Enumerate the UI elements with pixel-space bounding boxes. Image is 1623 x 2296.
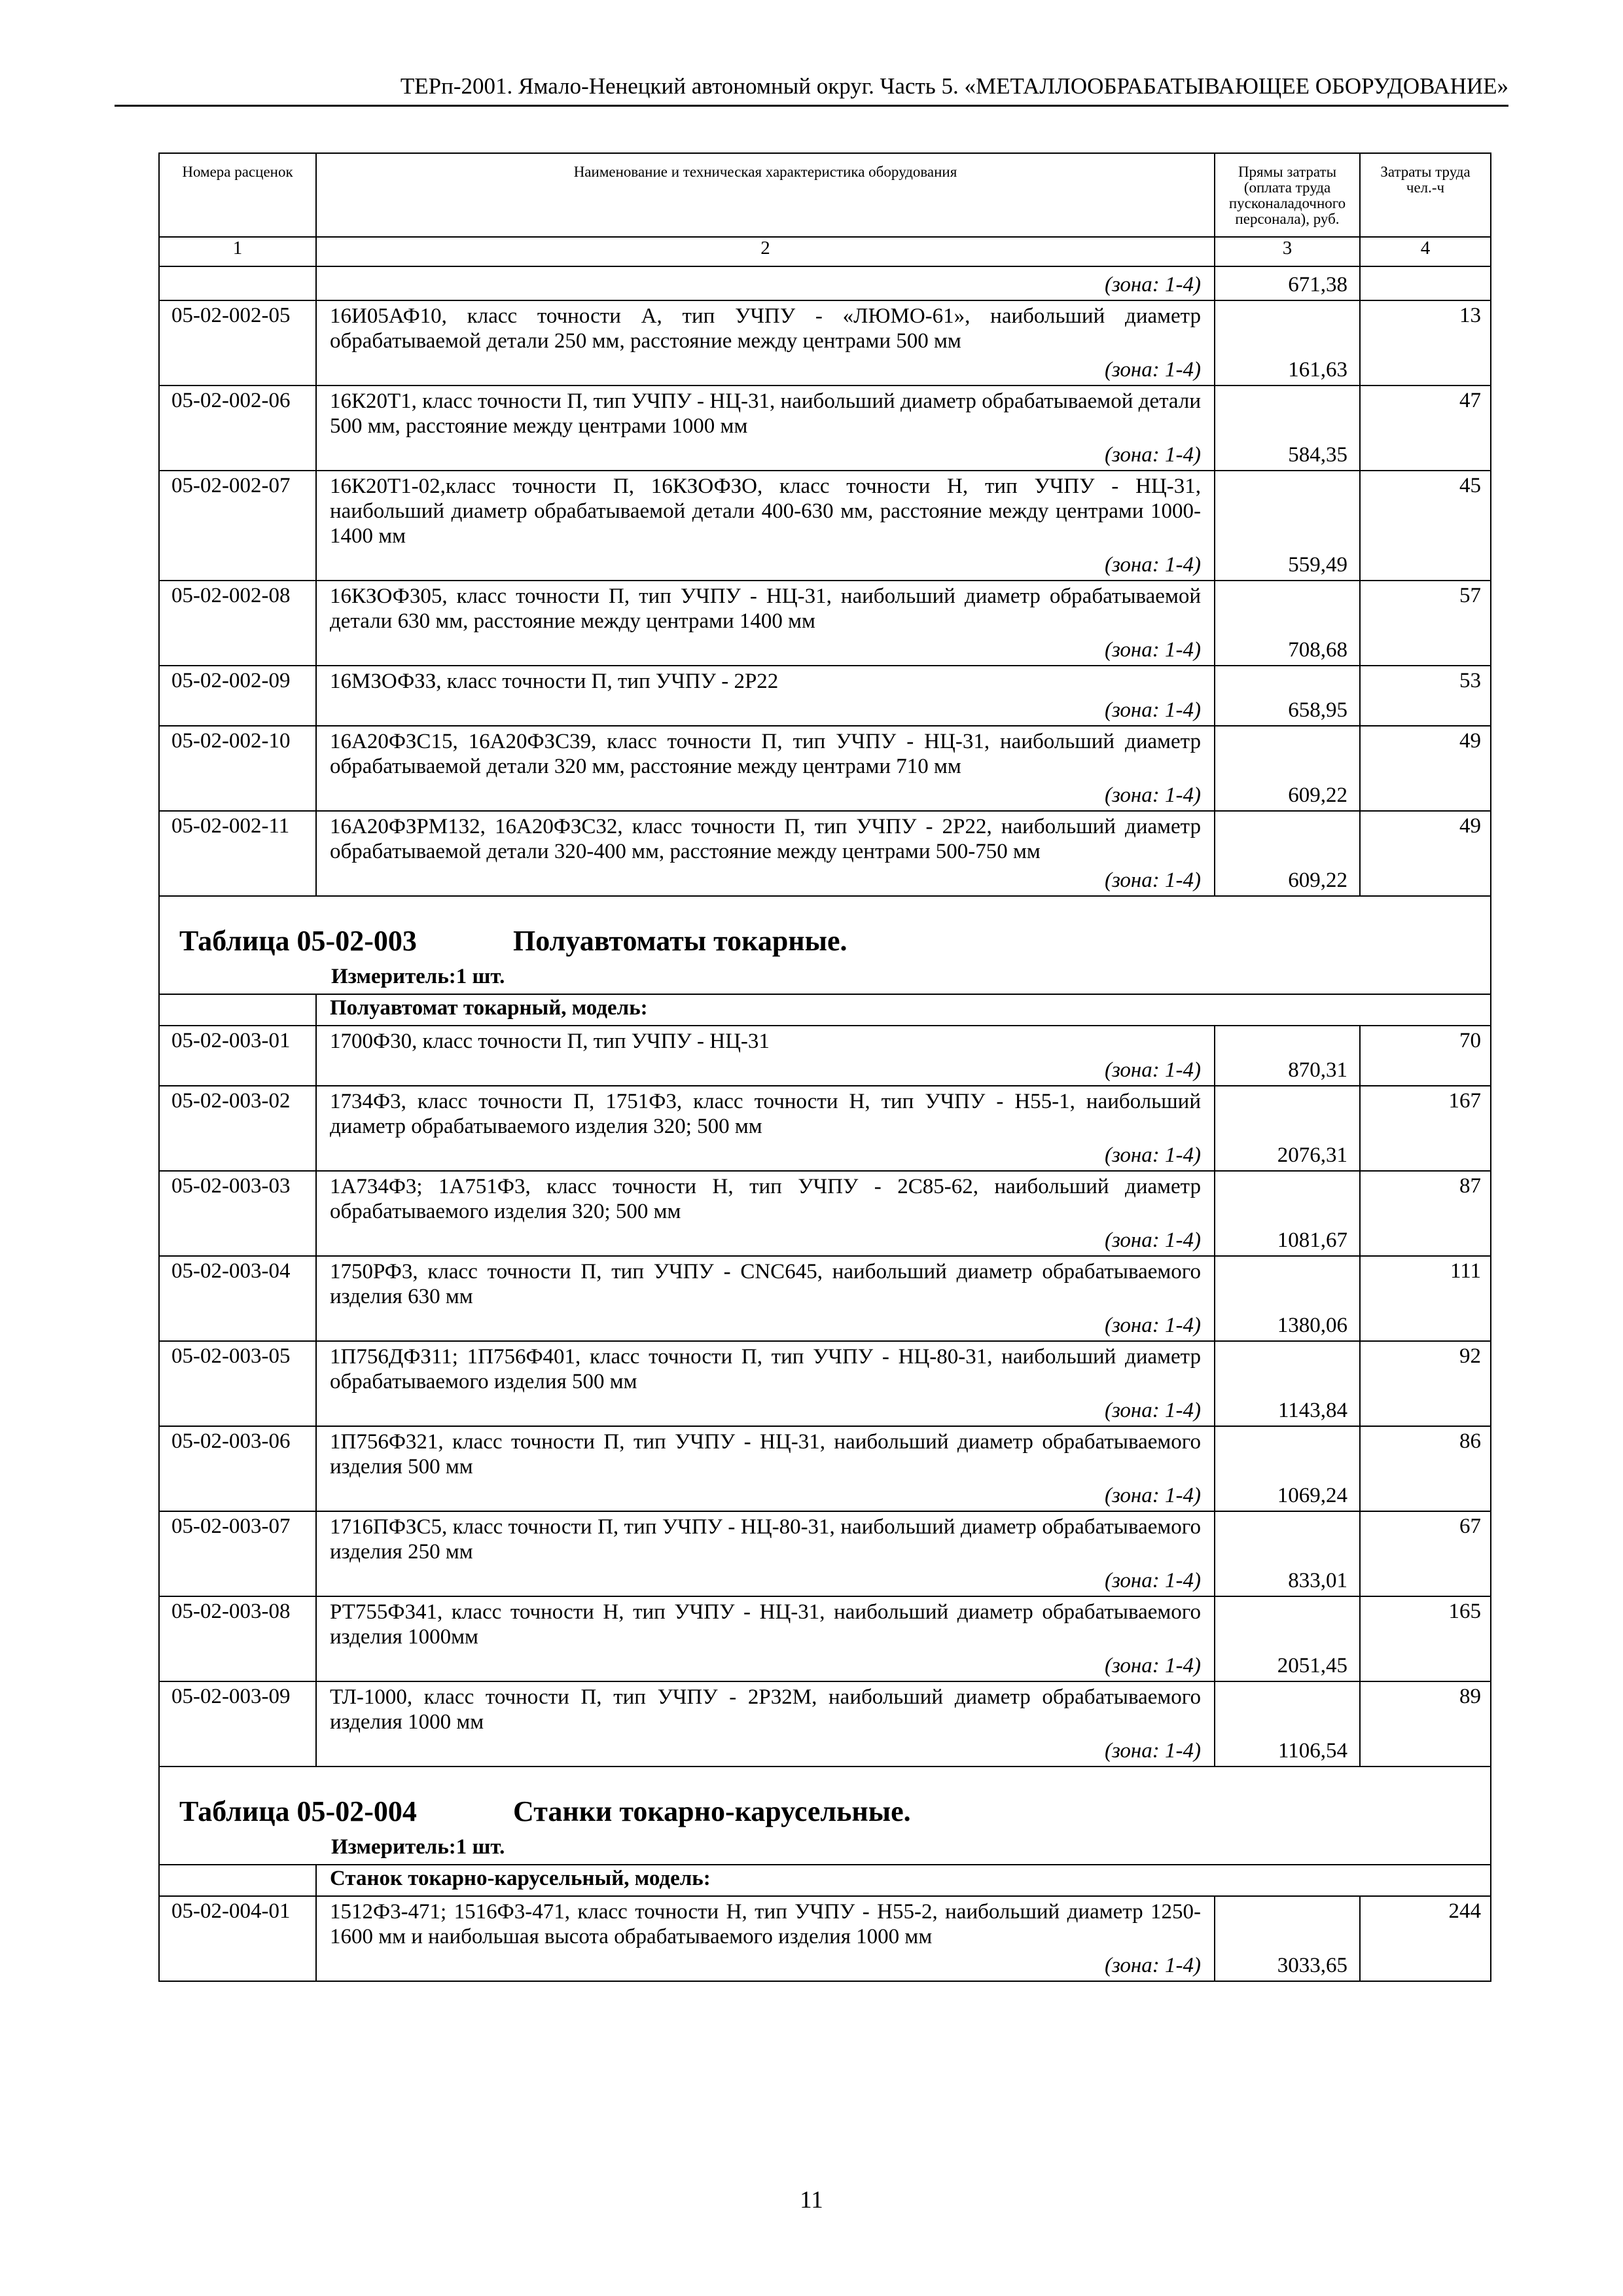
table-name: Станки токарно-карусельные. — [513, 1795, 911, 1827]
equipment-description: 1750РФ3, класс точности П, тип УЧПУ - CNC645, наибольший диаметр обрабатываемого изделия 630 мм — [330, 1260, 1201, 1308]
price-cell: 870,31 — [1215, 1026, 1360, 1086]
rate-code: 05-02-003-05 — [159, 1341, 316, 1426]
labor-cell: 13 — [1360, 300, 1491, 386]
rate-code: 05-02-002-06 — [159, 386, 316, 471]
zone-label: (зона: 1-4) — [1104, 1654, 1201, 1677]
equipment-description: 16К20Т1, класс точности П, тип УЧПУ - НЦ-31, наибольший диаметр обрабатываемой детали 500 мм, расстояние между центрами 1000 мм — [330, 389, 1201, 438]
price-cell: 161,63 — [1215, 300, 1360, 386]
equipment-description: 16КЗОФ305, класс точности П, тип УЧПУ - НЦ-31, наибольший диаметр обрабатываемой детали 630 мм, расстояние между центрами 1400 мм — [330, 584, 1201, 633]
section-title-row-003 — [159, 896, 1491, 994]
labor-cell: 165 — [1360, 1596, 1491, 1681]
price-cell: 2076,31 — [1215, 1086, 1360, 1171]
rate-code: 05-02-002-08 — [159, 581, 316, 666]
table-row — [159, 1026, 1491, 1086]
table-row — [159, 726, 1491, 811]
zone-label: (зона: 1-4) — [1104, 638, 1201, 662]
equipment-description: 1П756ДФЗ11; 1П756Ф401, класс точности П, тип УЧПУ - НЦ-80-31, наибольший диаметр обрабатываемого изделия 500 мм — [330, 1345, 1201, 1393]
table-row — [159, 1086, 1491, 1171]
price-cell: 609,22 — [1215, 726, 1360, 811]
labor-cell: 111 — [1360, 1256, 1491, 1341]
table-row — [159, 300, 1491, 386]
table-row — [159, 471, 1491, 581]
rate-code: 05-02-002-10 — [159, 726, 316, 811]
rate-code: 05-02-003-04 — [159, 1256, 316, 1341]
table-row — [159, 666, 1491, 726]
measure-unit: Измеритель:1 шт. — [331, 965, 505, 988]
table-row — [159, 1596, 1491, 1681]
model-label: Полуавтомат токарный, модель: — [316, 994, 1491, 1026]
rate-code: 05-02-003-03 — [159, 1171, 316, 1256]
equipment-description: 16А20ФЗРМ132, 16А20ФЗС32, класс точности П, тип УЧПУ - 2Р22, наибольший диаметр обрабатываемой детали 320-400 мм, расстояние между центрами 500-750 мм — [330, 815, 1201, 863]
rate-code: 05-02-002-09 — [159, 666, 316, 726]
model-label-row — [159, 994, 1491, 1026]
running-title: ТЕРп-2001. Ямало-Ненецкий автономный округ. Часть 5. «МЕТАЛЛООБРАБАТЫВАЮЩЕЕ ОБОРУДОВАНИЕ» — [400, 73, 1508, 99]
rate-code: 05-02-003-09 — [159, 1681, 316, 1767]
labor-cell: 92 — [1360, 1341, 1491, 1426]
col-number: 1 — [159, 237, 316, 266]
equipment-description: 1512Ф3-471; 1516Ф3-471, класс точности Н, тип УЧПУ - Н55-2, наибольший диаметр 1250-1600 мм и наибольшая высота обрабатываемого изделия 1000 мм — [330, 1900, 1201, 1948]
price-table — [158, 152, 1491, 1982]
labor-cell: 57 — [1360, 581, 1491, 666]
equipment-description: 16А20ФЗС15, 16А20ФЗС39, класс точности П, тип УЧПУ - НЦ-31, наибольший диаметр обрабатываемой детали 320 мм, расстояние между центрами 710 мм — [330, 730, 1201, 778]
labor-cell: 87 — [1360, 1171, 1491, 1256]
zone-label: (зона: 1-4) — [1104, 1484, 1201, 1507]
equipment-description: 16МЗОФЗЗ, класс точности П, тип УЧПУ - 2Р22 — [330, 670, 779, 693]
measure-unit: Измеритель:1 шт. — [331, 1835, 505, 1859]
labor-cell: 70 — [1360, 1026, 1491, 1086]
equipment-description: 16И05АФ10, класс точности А, тип УЧПУ - «ЛЮМО-61», наибольший диаметр обрабатываемой детали 250 мм, расстояние между центрами 500 мм — [330, 304, 1201, 353]
rate-code: 05-02-002-05 — [159, 300, 316, 386]
equipment-description: 1734Ф3, класс точности П, 1751Ф3, класс точности Н, тип УЧПУ - Н55-1, наибольший диаметр обрабатываемого изделия 320; 500 мм — [330, 1090, 1201, 1138]
rate-code: 05-02-003-07 — [159, 1511, 316, 1596]
price-cell: 708,68 — [1215, 581, 1360, 666]
col-number: 4 — [1360, 237, 1491, 266]
zone-label: (зона: 1-4) — [1104, 553, 1201, 577]
col-header-direct-costs: Прямы затраты (оплата труда пусконаладочного персонала), руб. — [1215, 153, 1360, 237]
zone-label: (зона: 1-4) — [1104, 1954, 1201, 1977]
price-cell: 1380,06 — [1215, 1256, 1360, 1341]
model-label-row — [159, 1865, 1491, 1896]
column-number-row — [159, 237, 1491, 266]
labor-cell: 86 — [1360, 1426, 1491, 1511]
rate-code: 05-02-003-02 — [159, 1086, 316, 1171]
rate-code: 05-02-002-11 — [159, 811, 316, 896]
table-header-row — [159, 153, 1491, 237]
zone-label: (зона: 1-4) — [1104, 443, 1201, 467]
price-cell: 584,35 — [1215, 386, 1360, 471]
model-label: Станок токарно-карусельный, модель: — [316, 1865, 1491, 1896]
equipment-description: РТ755Ф341, класс точности Н, тип УЧПУ - НЦ-31, наибольший диаметр обрабатываемого изделия 1000мм — [330, 1600, 1201, 1649]
equipment-description: 16К20Т1-02,класс точности П, 16КЗОФЗО, класс точности Н, тип УЧПУ - НЦ-31, наибольший диаметр обрабатываемой детали 400-630 мм, расстояние между центрами 1000-1400 мм — [330, 475, 1201, 548]
rate-code: 05-02-003-06 — [159, 1426, 316, 1511]
zone-label: (зона: 1-4) — [1104, 1229, 1201, 1252]
price-cell: 1069,24 — [1215, 1426, 1360, 1511]
equipment-description: 1716ПФЗС5, класс точности П, тип УЧПУ - НЦ-80-31, наибольший диаметр обрабатываемого изделия 250 мм — [330, 1515, 1201, 1564]
table-number: Таблица 05-02-003 — [179, 925, 417, 957]
labor-cell: 53 — [1360, 666, 1491, 726]
labor-cell: 47 — [1360, 386, 1491, 471]
price-cell: 559,49 — [1215, 471, 1360, 581]
col-number: 3 — [1215, 237, 1360, 266]
zone-label: (зона: 1-4) — [1104, 869, 1201, 892]
price-cell: 1143,84 — [1215, 1341, 1360, 1426]
zone-label: (зона: 1-4) — [1104, 1739, 1201, 1763]
col-number: 2 — [316, 237, 1215, 266]
zone-label: (зона: 1-4) — [1104, 1399, 1201, 1422]
table-row — [159, 1171, 1491, 1256]
zone-label: (зона: 1-4) — [1104, 358, 1201, 382]
price-cell: 609,22 — [1215, 811, 1360, 896]
price-cell: 658,95 — [1215, 666, 1360, 726]
labor-cell: 67 — [1360, 1511, 1491, 1596]
labor-cell: 49 — [1360, 811, 1491, 896]
labor-cell: 167 — [1360, 1086, 1491, 1171]
table-row — [159, 1256, 1491, 1341]
table-number: Таблица 05-02-004 — [179, 1795, 417, 1827]
zone-label: (зона: 1-4) — [1104, 1058, 1201, 1082]
zone-label: (зона: 1-4) — [1104, 1569, 1201, 1592]
rate-code: 05-02-004-01 — [159, 1896, 316, 1981]
equipment-description: 1А734Ф3; 1А751Ф3, класс точности Н, тип УЧПУ - 2С85-62, наибольший диаметр обрабатываемого изделия 320; 500 мм — [330, 1175, 1201, 1223]
rate-code: 05-02-002-07 — [159, 471, 316, 581]
table-row — [159, 811, 1491, 896]
zone-label: (зона: 1-4) — [1104, 783, 1201, 807]
zone-label: (зона: 1-4) — [1104, 1143, 1201, 1167]
price-cell: 1081,67 — [1215, 1171, 1360, 1256]
rate-code: 05-02-003-01 — [159, 1026, 316, 1086]
price-cell: 1106,54 — [1215, 1681, 1360, 1767]
section-title-row-004 — [159, 1767, 1491, 1865]
zone-label: (зона: 1-4) — [1104, 698, 1201, 722]
price-cell: 3033,65 — [1215, 1896, 1360, 1981]
table-row — [159, 1341, 1491, 1426]
zone-label: (зона: 1-4) — [1104, 273, 1201, 296]
rate-code: 05-02-003-08 — [159, 1596, 316, 1681]
price-cell: 833,01 — [1215, 1511, 1360, 1596]
equipment-description: 1700Ф30, класс точности П, тип УЧПУ - НЦ-31 — [330, 1030, 770, 1053]
table-row — [159, 1426, 1491, 1511]
table-row — [159, 581, 1491, 666]
labor-cell: 49 — [1360, 726, 1491, 811]
table-row — [159, 1511, 1491, 1596]
labor-cell: 89 — [1360, 1681, 1491, 1767]
page-number: 11 — [800, 2187, 823, 2214]
table-row — [159, 1681, 1491, 1767]
col-header-labor: Затраты труда чел.-ч — [1360, 153, 1491, 237]
table-row — [159, 386, 1491, 471]
equipment-description: 1П756Ф321, класс точности П, тип УЧПУ - НЦ-31, наибольший диаметр обрабатываемого изделия 500 мм — [330, 1430, 1201, 1479]
labor-cell: 244 — [1360, 1896, 1491, 1981]
running-header — [115, 68, 1508, 107]
col-header-codes: Номера расценок — [159, 153, 316, 237]
table-row — [159, 1896, 1491, 1981]
col-header-description: Наименование и техническая характеристика оборудования — [316, 153, 1215, 237]
price-cell: 671,38 — [1215, 266, 1360, 300]
equipment-description: ТЛ-1000, класс точности П, тип УЧПУ - 2Р32М, наибольший диаметр обрабатываемого изделия 1000 мм — [330, 1685, 1201, 1734]
zone-label: (зона: 1-4) — [1104, 1314, 1201, 1337]
table-name: Полуавтоматы токарные. — [513, 925, 847, 957]
price-cell: 2051,45 — [1215, 1596, 1360, 1681]
continued-row — [159, 266, 1491, 300]
labor-cell: 45 — [1360, 471, 1491, 581]
